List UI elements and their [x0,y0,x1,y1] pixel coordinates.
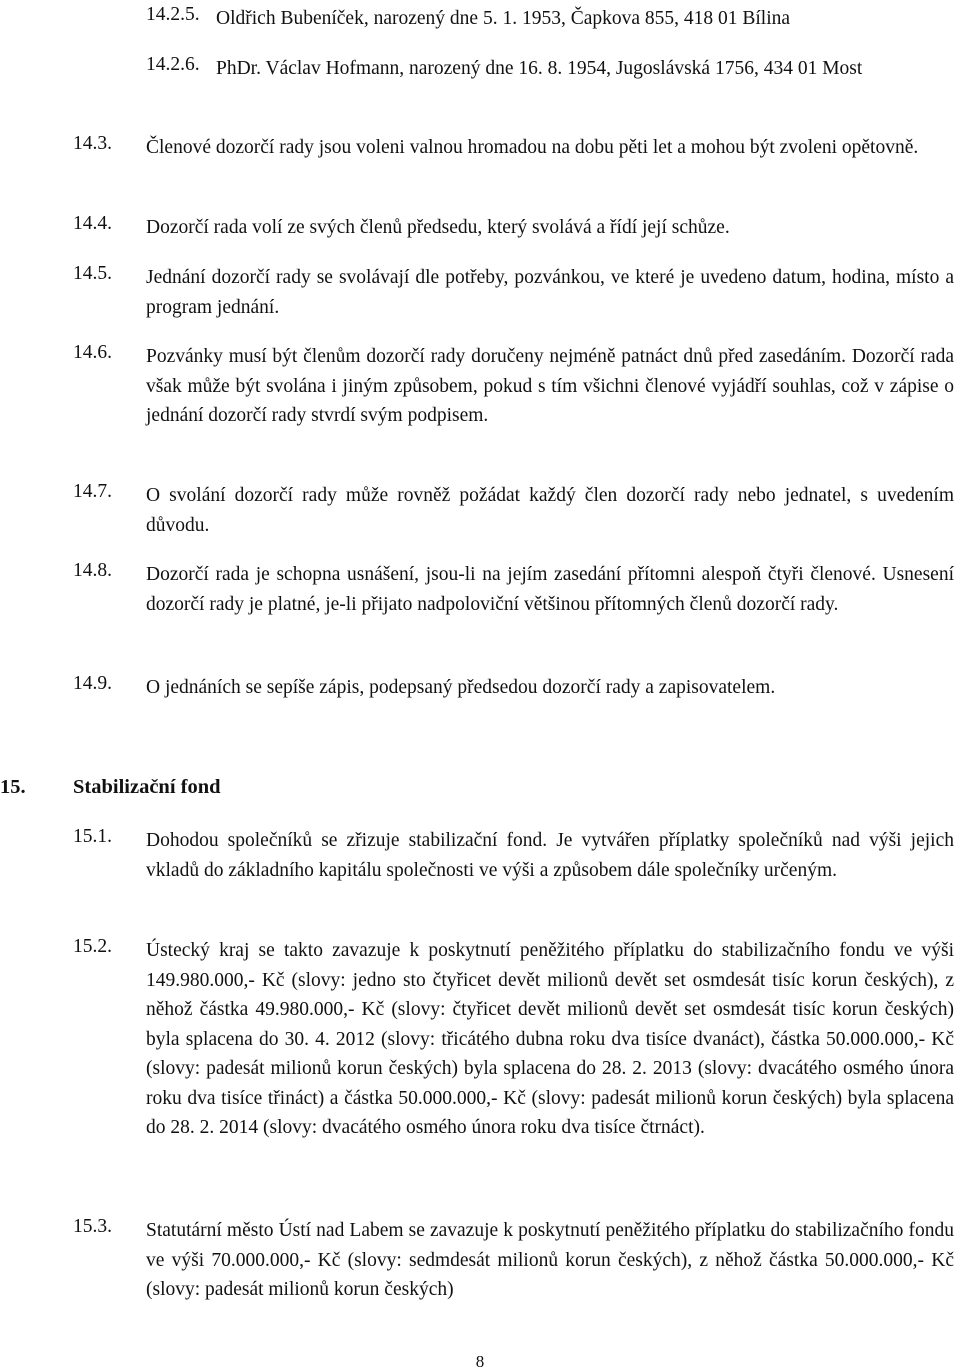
clause-number: 14.8. [73,560,112,581]
clause-text: PhDr. Václav Hofmann, narozený dne 16. 8. 1954, Jugoslávská 1756, 434 01 Most [216,58,863,79]
clause-number: 15.2. [73,936,112,957]
clause-number: 15.3. [73,1216,112,1237]
clause-number: 14.6. [73,342,112,363]
clause-text: O svolání dozorčí rady může rovněž požádat každý člen dozorčí rady nebo jednatel, s uvedením důvodu. [146,485,954,536]
section-number: 15. [0,776,26,798]
clause-text: Dohodou společníků se zřizuje stabilizační fond. Je vytvářen příplatky společníků nad výši jejich vkladů do základního kapitálu společnosti ve výši a způsobem dále společníky určeným. [146,830,954,881]
clause-text: Pozvánky musí být členům dozorčí rady doručeny nejméně patnáct dnů před zasedáním. Dozorčí rada však může být svolána i jiným způsobem, pokud s tím všichni členové vyjádří souhlas, což v zápise o jednání dozorčí rady stvrdí svým podpisem. [146,346,954,426]
clause-text: Jednání dozorčí rady se svolávají dle potřeby, pozvánkou, ve které je uvedeno datum, hodina, místo a program jednání. [146,267,954,318]
clause-number: 14.7. [73,481,112,502]
clause-text: Členové dozorčí rady jsou voleni valnou hromadou na dobu pěti let a mohou být zvoleni opětovně. [146,137,919,158]
clause-text: Statutární město Ústí nad Labem se zavazuje k poskytnutí peněžitého příplatku do stabilizačního fondu ve výši 70.000.000,- Kč (slovy: sedmdesát milionů korun českých), z něhož částka 50.000.000,- Kč (slovy: padesát milionů korun českých) [146,1220,954,1300]
page-number: 8 [475,1352,485,1371]
clause-text: Dozorčí rada je schopna usnášení, jsou-li na jejím zasedání přítomni alespoň čtyři členové. Usnesení dozorčí rady je platné, je-li přijato nadpoloviční většinou přítomných členů dozorčí rady. [146,564,954,615]
clause-number: 14.2.6. [146,54,200,75]
clause-number: 15.1. [73,826,112,847]
clause-number: 14.2.5. [146,4,200,25]
section-title: Stabilizační fond [73,776,221,798]
clause-text: Dozorčí rada volí ze svých členů předsedu, který svolává a řídí její schůze. [146,217,730,238]
clause-number: 14.3. [73,133,112,154]
clause-number: 14.9. [73,673,112,694]
clause-text: Ústecký kraj se takto zavazuje k poskytnutí peněžitého příplatku do stabilizačního fondu ve výši 149.980.000,- Kč (slovy: jedno sto čtyřicet devět milionů devět set osmdesát tisíc korun českých), z něhož částka 49.980.000,- Kč (slovy: čtyřicet devět milionů devět set osmdesát tisíc korun českých) byla splacena do 30. 4. 2012 (slovy: třicátého dubna roku dva tisíce dvanáct), částka 50.000.000,- Kč (slovy: padesát milionů korun českých) byla splacena do 28. 2. 2013 (slovy: dvacátého osmého února roku dva tisíce třináct) a částka 50.000.000,- Kč (slovy: padesát milionů korun českých) byla splacena do 28. 2. 2014 (slovy: dvacátého osmého února roku dva tisíce čtrnáct). [146,940,954,1138]
clause-number: 14.5. [73,263,112,284]
clause-number: 14.4. [73,213,112,234]
clause-text: O jednáních se sepíše zápis, podepsaný předsedou dozorčí rady a zapisovatelem. [146,677,776,698]
clause-text: Oldřich Bubeníček, narozený dne 5. 1. 1953, Čapkova 855, 418 01 Bílina [216,8,791,29]
